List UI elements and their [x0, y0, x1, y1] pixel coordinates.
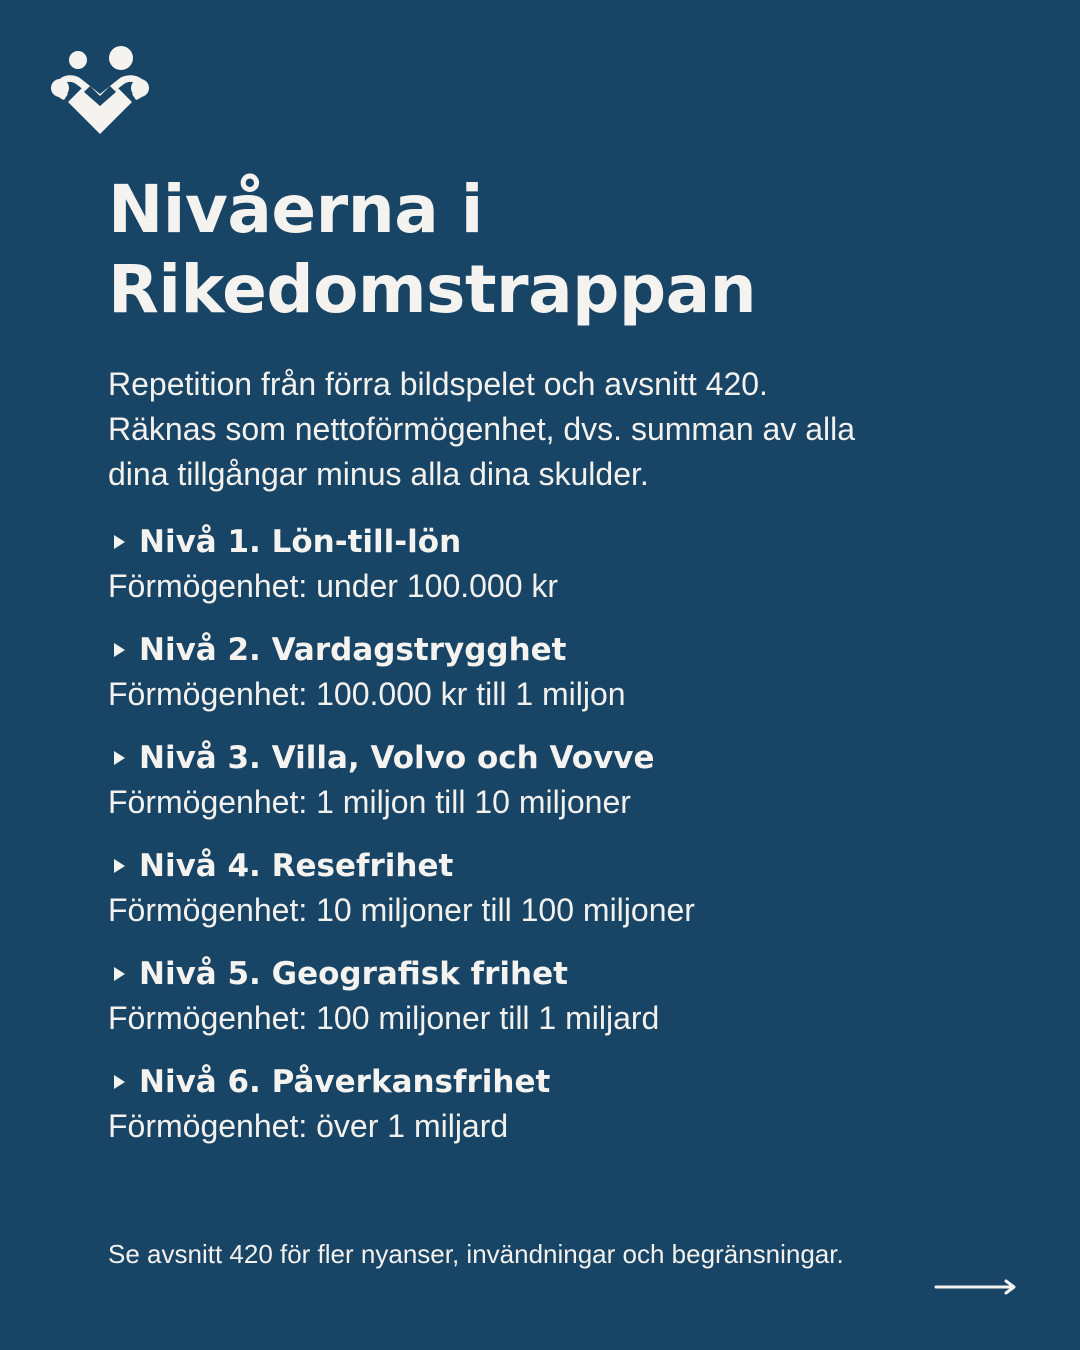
level-item-1 [108, 518, 1008, 626]
level-heading [108, 950, 1008, 998]
level-heading [108, 734, 1008, 782]
intro-line-3: dina tillgångar minus alla dina skulder. [108, 456, 649, 492]
intro-paragraph [108, 362, 988, 497]
level-name: Nivå 6. Påverkansfrihet [139, 1064, 551, 1100]
level-description: Förmögenhet: över 1 miljard [108, 1108, 509, 1144]
page-title [108, 170, 756, 330]
level-item-6 [108, 1058, 1008, 1166]
arrow-right-icon[interactable] [934, 1276, 1018, 1298]
triangle-bullet-icon [114, 535, 125, 549]
people-heart-logo-icon [50, 42, 150, 136]
level-description: Förmögenhet: 100.000 kr till 1 miljon [108, 676, 626, 712]
level-name: Nivå 5. Geografisk frihet [139, 956, 568, 992]
triangle-bullet-icon [114, 1075, 125, 1089]
level-heading [108, 518, 1008, 566]
level-heading [108, 626, 1008, 674]
level-description: Förmögenhet: 100 miljoner till 1 miljard [108, 1000, 660, 1036]
triangle-bullet-icon [114, 643, 125, 657]
footer-note: Se avsnitt 420 för fler nyanser, invändningar och begränsningar. [108, 1239, 844, 1269]
level-description: Förmögenhet: 10 miljoner till 100 miljoner [108, 892, 695, 928]
level-name: Nivå 2. Vardagstrygghet [139, 632, 567, 668]
level-item-3 [108, 734, 1008, 842]
triangle-bullet-icon [114, 967, 125, 981]
level-item-2 [108, 626, 1008, 734]
title-line-2: Rikedomstrappan [108, 251, 757, 328]
level-name: Nivå 4. Resefrihet [139, 848, 454, 884]
level-item-5 [108, 950, 1008, 1058]
level-name: Nivå 1. Lön-till-lön [139, 524, 462, 560]
levels-list [108, 518, 1008, 1166]
level-description: Förmögenhet: 1 miljon till 10 miljoner [108, 784, 631, 820]
intro-line-2: Räknas som nettoförmögenhet, dvs. summan av alla [108, 411, 856, 447]
triangle-bullet-icon [114, 859, 125, 873]
intro-line-1: Repetition från förra bildspelet och avsnitt 420. [108, 366, 768, 402]
level-name: Nivå 3. Villa, Volvo och Vovve [139, 740, 655, 776]
level-description: Förmögenhet: under 100.000 kr [108, 568, 559, 604]
level-heading [108, 1058, 1008, 1106]
level-heading [108, 842, 1008, 890]
level-item-4 [108, 842, 1008, 950]
triangle-bullet-icon [114, 751, 125, 765]
title-line-1: Nivåerna i [108, 171, 483, 248]
